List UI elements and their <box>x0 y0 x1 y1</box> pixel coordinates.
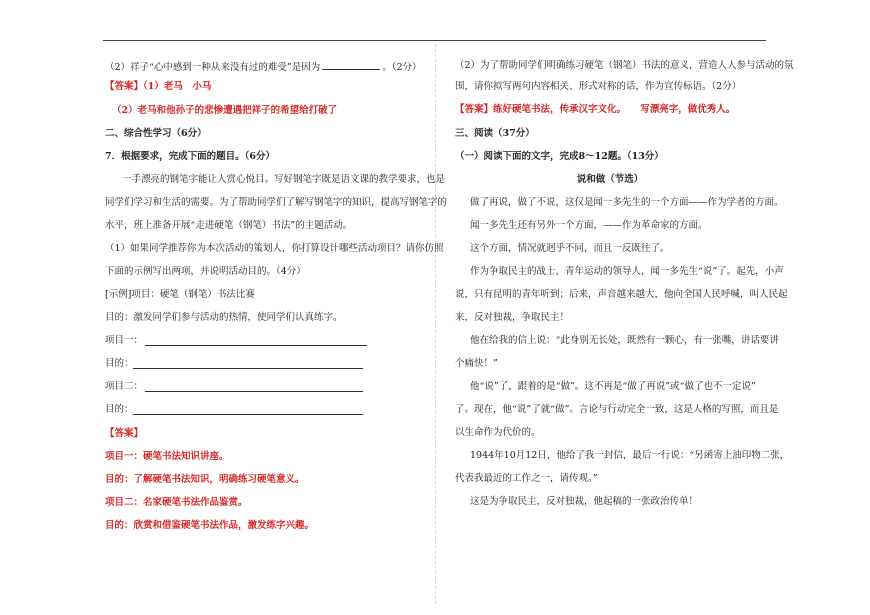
article-line: 他“说”了，跟着的是“做”。这不再是“做了再说”或“做了也不一定说” <box>470 381 756 392</box>
reading-part-1-heading: （一）阅读下面的文字，完成8～12题。（13分） <box>455 151 664 162</box>
question-6-2: （2）祥子“心中感到一种从来没有过的难受”是因为 。（2分） <box>105 62 422 73</box>
article-line: 说，只有昆明的青年听到；后来，声音越来越大，他向全国人民呼喊，叫人民起 <box>455 289 788 300</box>
answer-purpose-1: 目的：了解硬笔书法知识，明确练习硬笔意义。 <box>105 474 305 485</box>
intro-line-1: 一手漂亮的钢笔字能让人赏心悦目。写好钢笔字既是语文课的教学要求，也是 <box>122 174 446 185</box>
article-line: 以生命作为代价的。 <box>455 427 541 438</box>
article-line: 闻一多先生还有另外一个方面，——作为革命家的方面。 <box>470 220 708 231</box>
blank-project-2-label: 项目二： <box>105 381 144 392</box>
answer-7-2: 【答案】练好硬笔书法，传承汉字文化。 写漂亮字，做优秀人。 <box>455 104 736 115</box>
intro-line-3: 水平，班上准备开展“走进硬笔（钢笔）书法”的主题活动。 <box>105 220 353 231</box>
answer-6-1: 【答案】（1）老马 小马 <box>105 81 212 92</box>
answer-purpose-2: 目的：欣赏和借鉴硬笔书法作品，激发练字兴趣。 <box>105 520 315 531</box>
blank-purpose-1-label: 目的： <box>105 358 134 369</box>
example-project: [示例]项目：硬笔（钢笔）书法比赛 <box>105 289 255 300</box>
answer-7-1-label: 【答案】 <box>105 428 144 439</box>
answer-6-2: （2）老马和他孙子的悲惨遭遇把祥子的希望给打破了 <box>112 105 338 116</box>
question-7-2-line-1: （2）为了帮助同学们明确练习硬笔（钢笔）书法的意义，营造人人参与活动的氛 <box>455 60 794 71</box>
question-7-1-line-1: （1）如果同学推荐你为本次活动的策划人，你打算设计哪些活动项目？请你仿照 <box>105 243 444 254</box>
blank-purpose-2-label: 目的： <box>105 404 134 415</box>
article-line: 做了再说，做了不说，这仅是闻一多先生的一个方面——作为学者的方面。 <box>470 197 784 208</box>
example-purpose: 目的：激发同学们参与活动的热情，使同学们认真练字。 <box>105 312 343 323</box>
article-line: 了。现在，他“说”了就“做”。言论与行动完全一致，这是人格的写照，而且是 <box>455 404 779 415</box>
article-line: 他在给我的信上说：“此身别无长处，既然有一颗心，有一张嘴，讲话要讲 <box>470 335 779 346</box>
article-line: 这个方面，情况就迥乎不同，而且一反既往了。 <box>470 243 670 254</box>
article-line: 1944年10月12日，他给了我一封信，最后一行说：“另函寄上油印物二张， <box>470 450 790 461</box>
blank-purpose-2-line <box>133 414 363 415</box>
article-line: 来，反对独裁，争取民主！ <box>455 312 570 323</box>
question-7-1-line-2: 下面的示例写出两项，并说明活动目的。（4分） <box>105 266 306 277</box>
blank-project-1-line <box>145 345 367 346</box>
article-line: 个痛快！” <box>455 358 498 369</box>
article-line: 代表我最近的工作之一，请传观。” <box>455 473 598 484</box>
answer-project-2: 项目二：名家硬笔书法作品鉴赏。 <box>105 497 248 508</box>
blank-purpose-1-line <box>133 368 363 369</box>
answer-project-1: 项目一：硬笔书法知识讲座。 <box>105 451 229 462</box>
article-line: 作为争取民主的战士，青年运动的领导人，闻一多先生“说”了。起先，小声 <box>470 266 784 277</box>
article-title: 说和做（节选） <box>576 174 644 185</box>
column-divider <box>435 44 436 604</box>
blank-project-2-line <box>145 391 363 392</box>
question-7-2-line-2: 围，请你拟写两句内容相关、形式对称的话，作为宣传标语。（2分） <box>455 81 742 92</box>
section-2-heading: 二、综合性学习（6分） <box>105 128 207 139</box>
blank-project-1-label: 项目一： <box>105 335 144 346</box>
article-line: 这是为争取民主，反对独裁，他起稿的一张政治传单！ <box>470 496 699 507</box>
top-rule <box>103 40 766 41</box>
intro-line-2: 同学们学习和生活的需要。为了帮助同学们了解写钢笔字的知识，提高写钢笔字的 <box>105 197 448 208</box>
question-7: 7．根据要求，完成下面的题目。（6分） <box>105 151 275 162</box>
section-3-heading: 三、阅读（37分） <box>455 128 535 139</box>
